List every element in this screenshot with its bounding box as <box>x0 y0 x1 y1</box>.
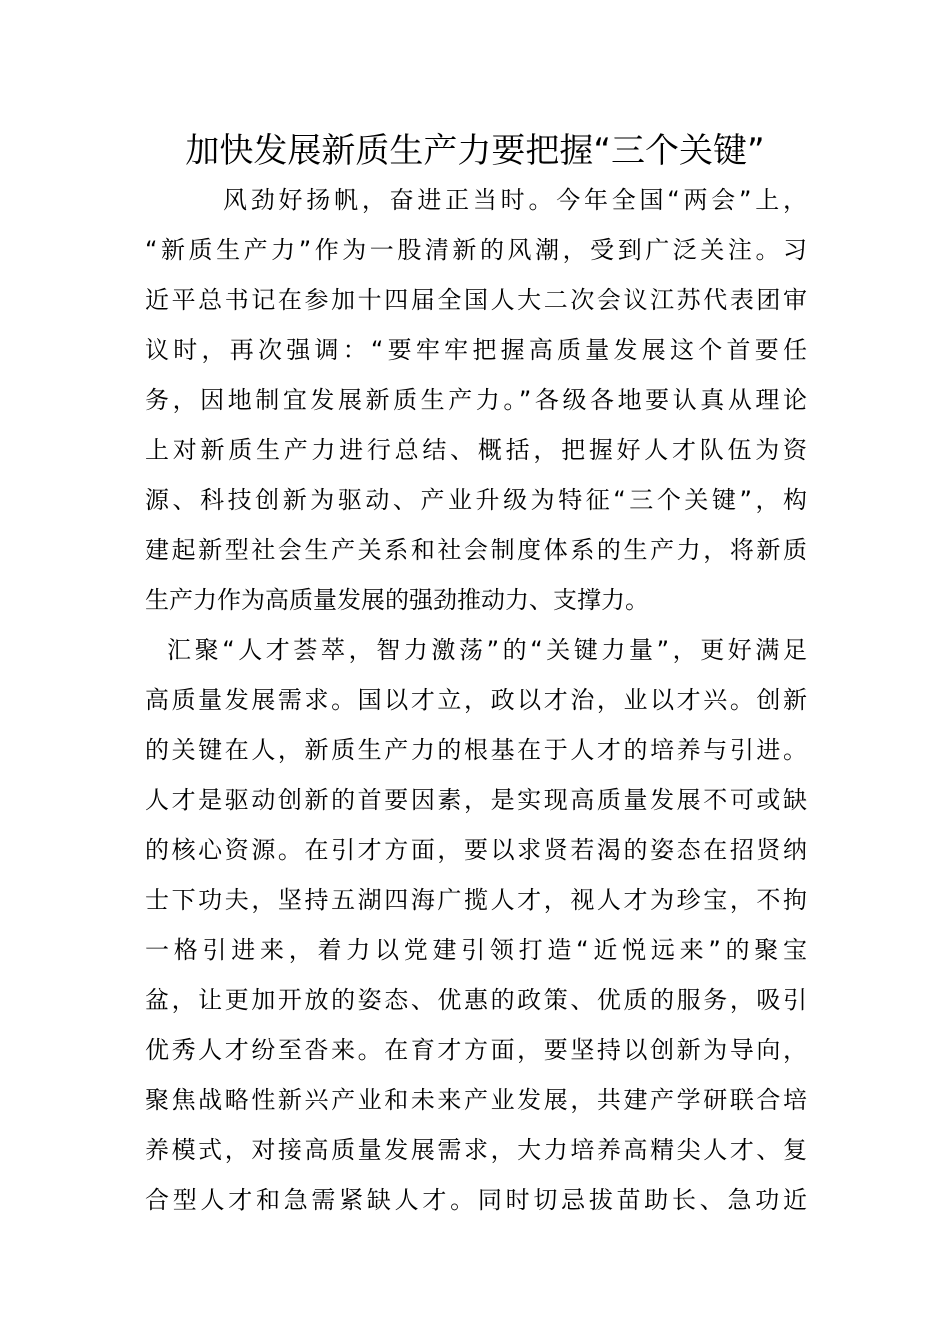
paragraph-line: “新质生产力”作为一股清新的风潮，受到广泛关注。习 <box>145 236 807 264</box>
paragraph-line: 聚焦战略性新兴产业和未来产业发展，共建产学研联合培 <box>145 1086 807 1114</box>
paragraph-line: 建起新型社会生产关系和社会制度体系的生产力，将新质 <box>145 536 807 564</box>
paragraph-line: 优秀人才纷至沓来。在育才方面，要坚持以创新为导向， <box>145 1036 807 1064</box>
paragraph-line: 盆，让更加开放的姿态、优惠的政策、优质的服务，吸引 <box>145 986 807 1014</box>
paragraph-line: 议时，再次强调：“要牢牢把握高质量发展这个首要任 <box>145 336 807 364</box>
paragraph-line: 近平总书记在参加十四届全国人大二次会议江苏代表团审 <box>145 286 807 314</box>
paragraph-line: 的关键在人，新质生产力的根基在于人才的培养与引进。 <box>145 736 807 764</box>
paragraph-line: 合型人才和急需紧缺人才。同时切忌拔苗助长、急功近 <box>145 1186 807 1214</box>
paragraph-line: 务，因地制宜发展新质生产力。”各级各地要认真从理论 <box>145 386 807 414</box>
paragraph-line: 上对新质生产力进行总结、概括，把握好人才队伍为资 <box>145 436 807 464</box>
paragraph-line: 士下功夫，坚持五湖四海广揽人才，视人才为珍宝，不拘 <box>145 886 807 914</box>
paragraph-line: 的核心资源。在引才方面，要以求贤若渴的姿态在招贤纳 <box>145 836 807 864</box>
paragraph-line: 一格引进来，着力以党建引领打造“近悦远来”的聚宝 <box>145 936 807 964</box>
document-title: 加快发展新质生产力要把握“三个关键” <box>185 131 765 171</box>
paragraph-line: 源、科技创新为驱动、产业升级为特征“三个关键”，构 <box>145 486 807 514</box>
paragraph-line: 风劲好扬帆，奋进正当时。今年全国“两会”上， <box>223 186 807 214</box>
paragraph-line: 人才是驱动创新的首要因素，是实现高质量发展不可或缺 <box>145 786 807 814</box>
paragraph-line: 养模式，对接高质量发展需求，大力培养高精尖人才、复 <box>145 1136 807 1164</box>
paragraph-line: 生产力作为高质量发展的强劲推动力、支撑力。 <box>145 586 649 614</box>
paragraph-line: 高质量发展需求。国以才立，政以才治，业以才兴。创新 <box>145 686 807 714</box>
paragraph-line: 汇聚“人才荟萃，智力激荡”的“关键力量”，更好满足 <box>167 636 807 664</box>
